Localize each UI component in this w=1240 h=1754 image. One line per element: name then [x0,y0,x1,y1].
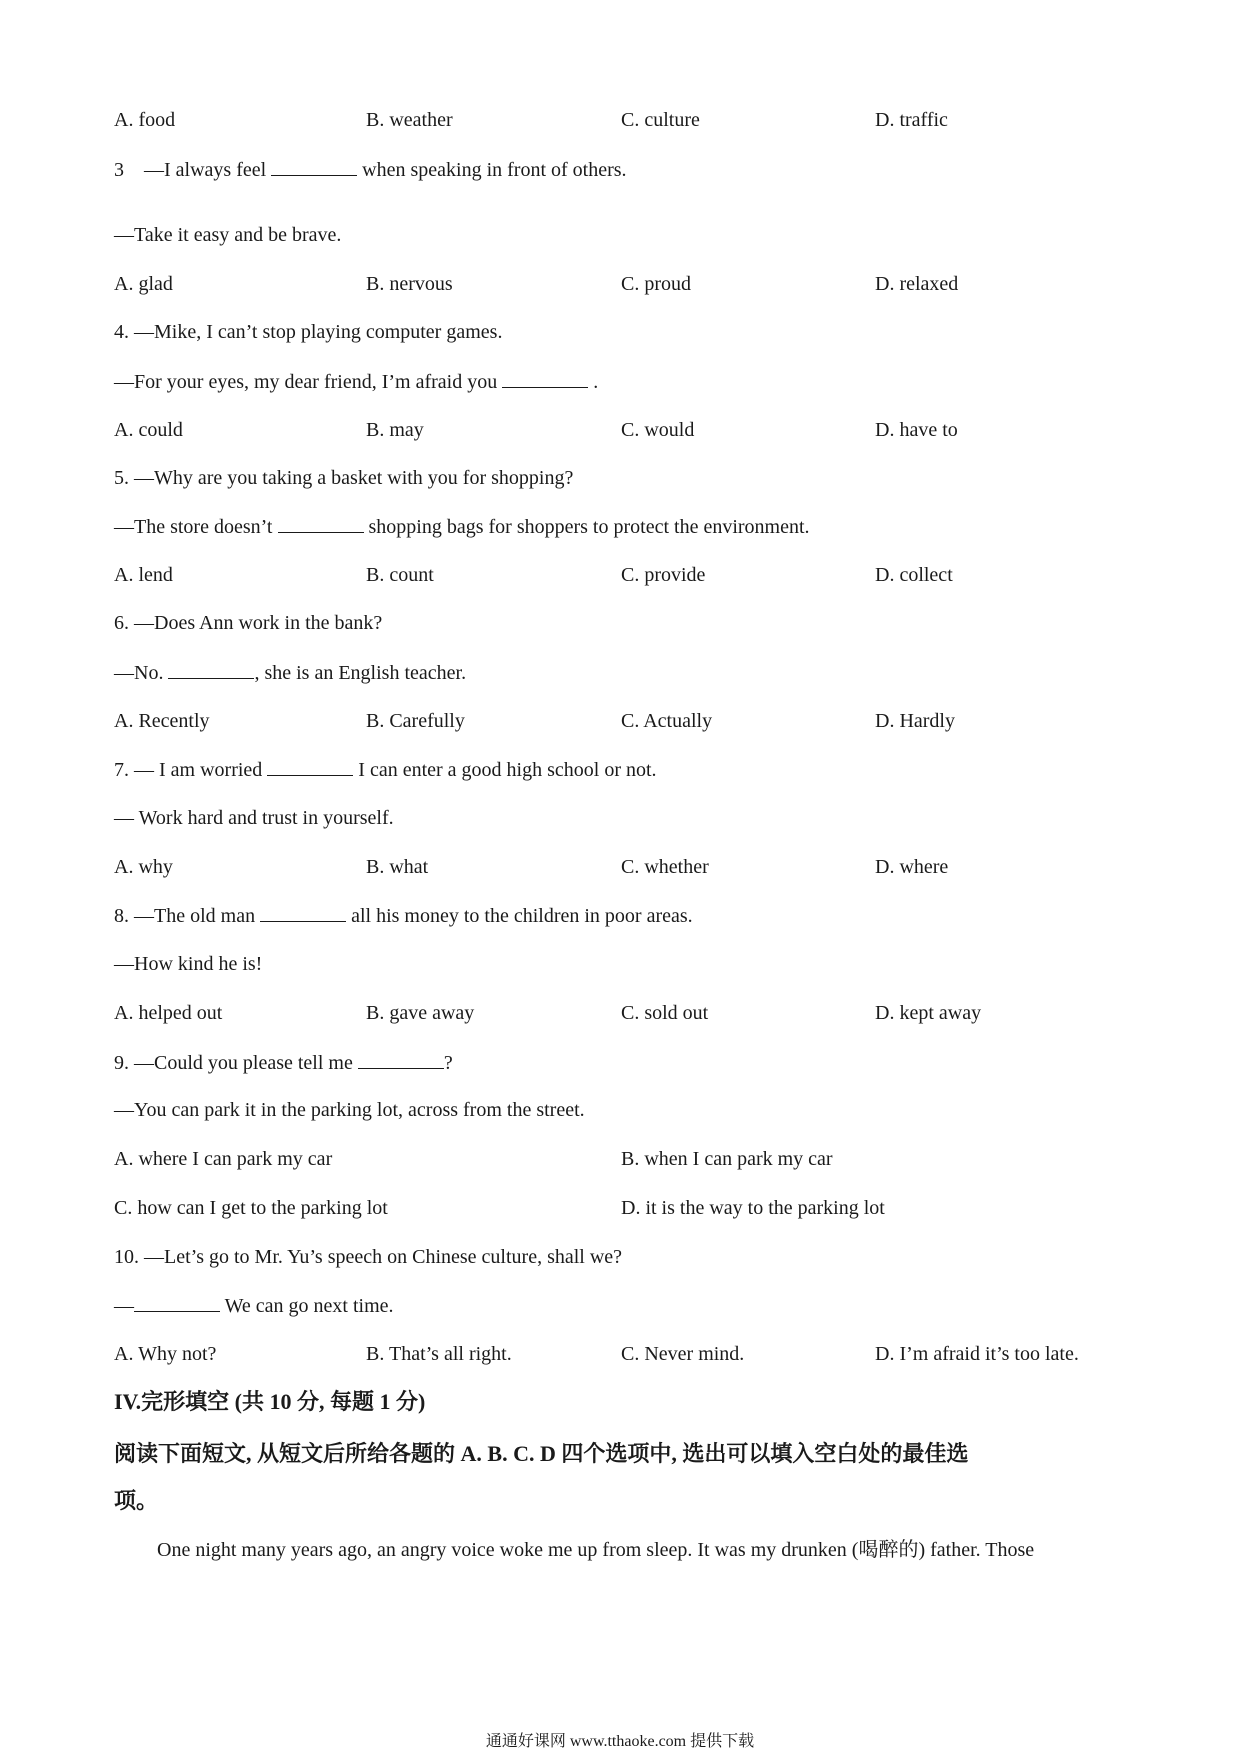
q6-option-b: B. Carefully [366,710,465,732]
q9-option-b: B. when I can park my car [621,1148,833,1170]
q8-reply: —How kind he is! [114,953,263,975]
q4-option-b: B. may [366,419,424,441]
q5-reply-text: —The store doesn’t [114,516,273,538]
section-instruction-line2: 项。 [114,1488,159,1513]
q10-option-a: A. Why not? [114,1343,217,1365]
q4-option-a: A. could [114,419,183,441]
q6-reply-text-end: , she is an English teacher. [254,662,467,684]
q5-option-a: A. lend [114,564,173,586]
passage-text: One night many years ago, an angry voice woke me up from sleep. It was my drunken (喝醉的) father. Those [157,1539,1035,1561]
section-instruction-line1: 阅读下面短文, 从短文后所给各题的 A. B. C. D 四个选项中, 选出可以填入空白处的最佳选 [114,1441,969,1466]
q9-option-c: C. how can I get to the parking lot [114,1197,388,1219]
q3-stem-text-end: when speaking in front of others. [362,159,627,181]
q7-stem [114,757,657,782]
q4-reply [114,369,598,394]
q2-option-c: C. culture [621,109,700,131]
q9-stem [114,1050,453,1075]
q10-reply-text-end: We can go next time. [224,1295,394,1317]
q10-reply-text: — [114,1295,134,1317]
q3-option-b: B. nervous [366,273,453,295]
q7-stem-text-end: I can enter a good high school or not. [358,759,657,781]
q3-stem-text: 3 —I always feel [114,159,267,181]
q7-option-d: D. where [875,856,949,878]
answer-blank [134,1293,220,1312]
q4-option-c: C. would [621,419,695,441]
q6-option-c: C. Actually [621,710,713,732]
q7-reply: — Work hard and trust in yourself. [114,807,394,829]
q5-stem: 5. —Why are you taking a basket with you for shopping? [114,467,574,489]
q3-option-c: C. proud [621,273,691,295]
q5-reply-text-end: shopping bags for shoppers to protect the environment. [368,516,810,538]
q7-stem-text: 7. — I am worried [114,759,263,781]
q9-option-a: A. where I can park my car [114,1148,333,1170]
page-footer: 通通好课网 www.tthaoke.com 提供下载 [485,1733,755,1750]
q7-option-c: C. whether [621,856,709,878]
q8-option-c: C. sold out [621,1002,709,1024]
q5-option-c: C. provide [621,564,706,586]
q8-stem-text: 8. —The old man [114,905,256,927]
q10-reply [114,1293,394,1318]
q2-option-d: D. traffic [875,109,948,131]
answer-blank [260,903,346,922]
q3-reply: —Take it easy and be brave. [114,224,342,246]
q10-option-c: C. Never mind. [621,1343,745,1365]
q8-option-b: B. gave away [366,1002,475,1024]
q4-option-d: D. have to [875,419,958,441]
q8-stem-text-end: all his money to the children in poor areas. [351,905,693,927]
q4-stem: 4. —Mike, I can’t stop playing computer games. [114,321,503,343]
q3-option-d: D. relaxed [875,273,959,295]
q6-reply-text: —No. [114,662,164,684]
q2-option-a: A. food [114,109,176,131]
answer-blank [271,157,357,176]
q8-stem [114,903,693,928]
q8-option-d: D. kept away [875,1002,982,1024]
q9-option-d: D. it is the way to the parking lot [621,1197,885,1219]
q6-option-d: D. Hardly [875,710,955,732]
q10-stem: 10. —Let’s go to Mr. Yu’s speech on Chinese culture, shall we? [114,1246,623,1268]
q3-stem [114,157,627,182]
q6-reply [114,660,466,685]
q9-stem-text: 9. —Could you please tell me [114,1052,353,1074]
q7-option-b: B. what [366,856,429,878]
q10-option-d: D. I’m afraid it’s too late. [875,1343,1079,1365]
q9-reply: —You can park it in the parking lot, across from the street. [114,1099,585,1121]
answer-blank [358,1050,444,1069]
q5-option-b: B. count [366,564,434,586]
q5-reply [114,514,810,539]
answer-blank [168,660,254,679]
q8-option-a: A. helped out [114,1002,223,1024]
q5-option-d: D. collect [875,564,953,586]
answer-blank [267,757,353,776]
q9-stem-text-end: ? [443,1052,453,1074]
section-title: IV.完形填空 (共 10 分, 每题 1 分) [114,1389,426,1414]
q7-option-a: A. why [114,856,173,878]
q4-reply-text-end: . [593,371,599,393]
answer-blank [502,369,588,388]
q10-option-b: B. That’s all right. [366,1343,512,1365]
answer-blank [278,514,364,533]
q6-option-a: A. Recently [114,710,210,732]
q6-stem: 6. —Does Ann work in the bank? [114,612,383,634]
q2-option-b: B. weather [366,109,453,131]
q4-reply-text: —For your eyes, my dear friend, I’m afraid you [114,371,498,393]
q3-option-a: A. glad [114,273,173,295]
